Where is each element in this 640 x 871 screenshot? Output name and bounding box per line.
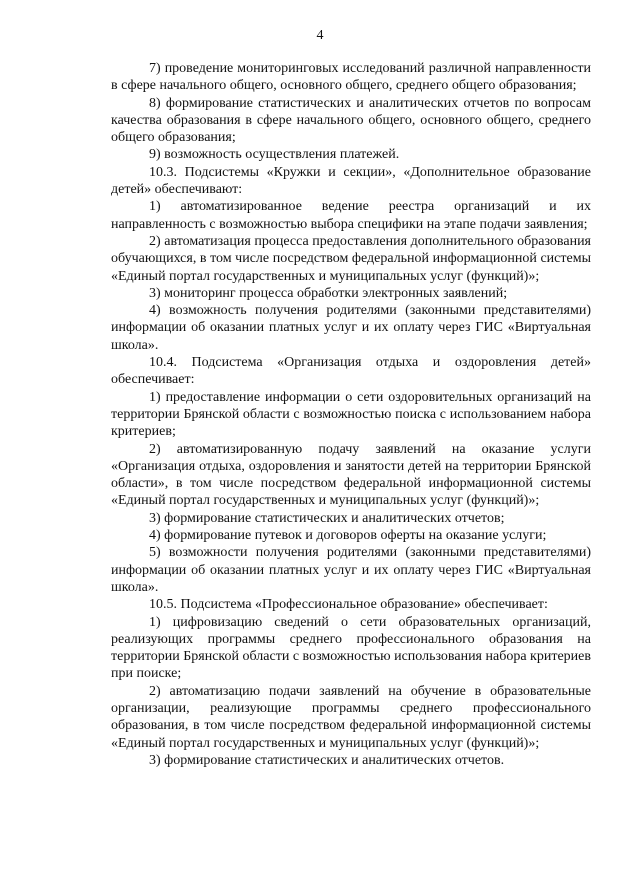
paragraph-10-3-item-4: 4) возможность получения родителями (законными представителями) информации об оказании платных услуг и их оплату через ГИС «Виртуальная школа». [111, 303, 591, 353]
document-body [111, 60, 591, 769]
paragraph-10-3-item-3: 3) мониторинг процесса обработки электронных заявлений; [149, 285, 508, 301]
paragraph-8-reports: 8) формирование статистических и аналитических отчетов по вопросам качества образования в сфере начального общего, основного общего, среднего общего образования; [111, 95, 591, 146]
section-10-5-heading: 10.5. Подсистема «Профессиональное образование» обеспечивает: [149, 597, 548, 613]
paragraph-10-5-item-2: 2) автоматизацию подачи заявлений на обучение в образовательные организации, реализующие программы среднего профессионального образования, в том числе посредством федеральной информационной системы «Единый портал государственных и муниципальных услуг (функций)»; [111, 683, 591, 751]
page-number: 4 [316, 28, 324, 43]
paragraph-10-4-item-2: 2) автоматизированную подачу заявлений на оказание услуги «Организация отдыха, оздоровления и занятости детей на территории Брянской области», в том числе посредством федеральной информационной системы «Единый портал государственных и муниципальных услуг (функций)»; [111, 441, 591, 509]
paragraph-10-4-item-1: 1) предоставление информации о сети оздоровительных организаций на территории Брянской области с возможностью поиска с использованием набора критериев; [111, 389, 591, 440]
paragraph-10-3-item-2: 2) автоматизация процесса предоставления дополнительного образования обучающихся, в том числе посредством федеральной информационной системы «Единый портал государственных и муниципальных услуг (функций)»; [111, 233, 591, 284]
section-10-4-heading: 10.4. Подсистема «Организация отдыха и оздоровления детей» обеспечивает: [111, 355, 591, 388]
paragraph-10-4-item-4: 4) формирование путевок и договоров оферты на оказание услуги; [149, 528, 547, 544]
paragraph-10-4-item-5: 5) возможности получения родителями (законными представителями) информации об оказании платных услуг и их оплату через ГИС «Виртуальная школа». [111, 545, 591, 595]
paragraph-7-monitoring: 7) проведение мониторинговых исследований различной направленности в сфере начального общего, основного общего, среднего общего образования; [111, 61, 591, 94]
paragraph-10-5-item-1: 1) цифровизацию сведений о сети образовательных организаций, реализующих программы среднего профессионального образования на территории Брянской области с возможностью использования набора критериев при поиске; [111, 614, 591, 682]
paragraph-10-4-item-3: 3) формирование статистических и аналитических отчетов; [149, 510, 505, 526]
paragraph-9-payments: 9) возможность осуществления платежей. [149, 147, 400, 163]
paragraph-10-3-item-1: 1) автоматизированное ведение реестра организаций и их направленность с возможностью выбора специфики на этапе подачи заявления; [111, 199, 591, 232]
paragraph-10-5-item-3: 3) формирование статистических и аналитических отчетов. [149, 752, 505, 768]
section-10-3-heading: 10.3. Подсистемы «Кружки и секции», «Дополнительное образование детей» обеспечивают: [111, 164, 591, 198]
